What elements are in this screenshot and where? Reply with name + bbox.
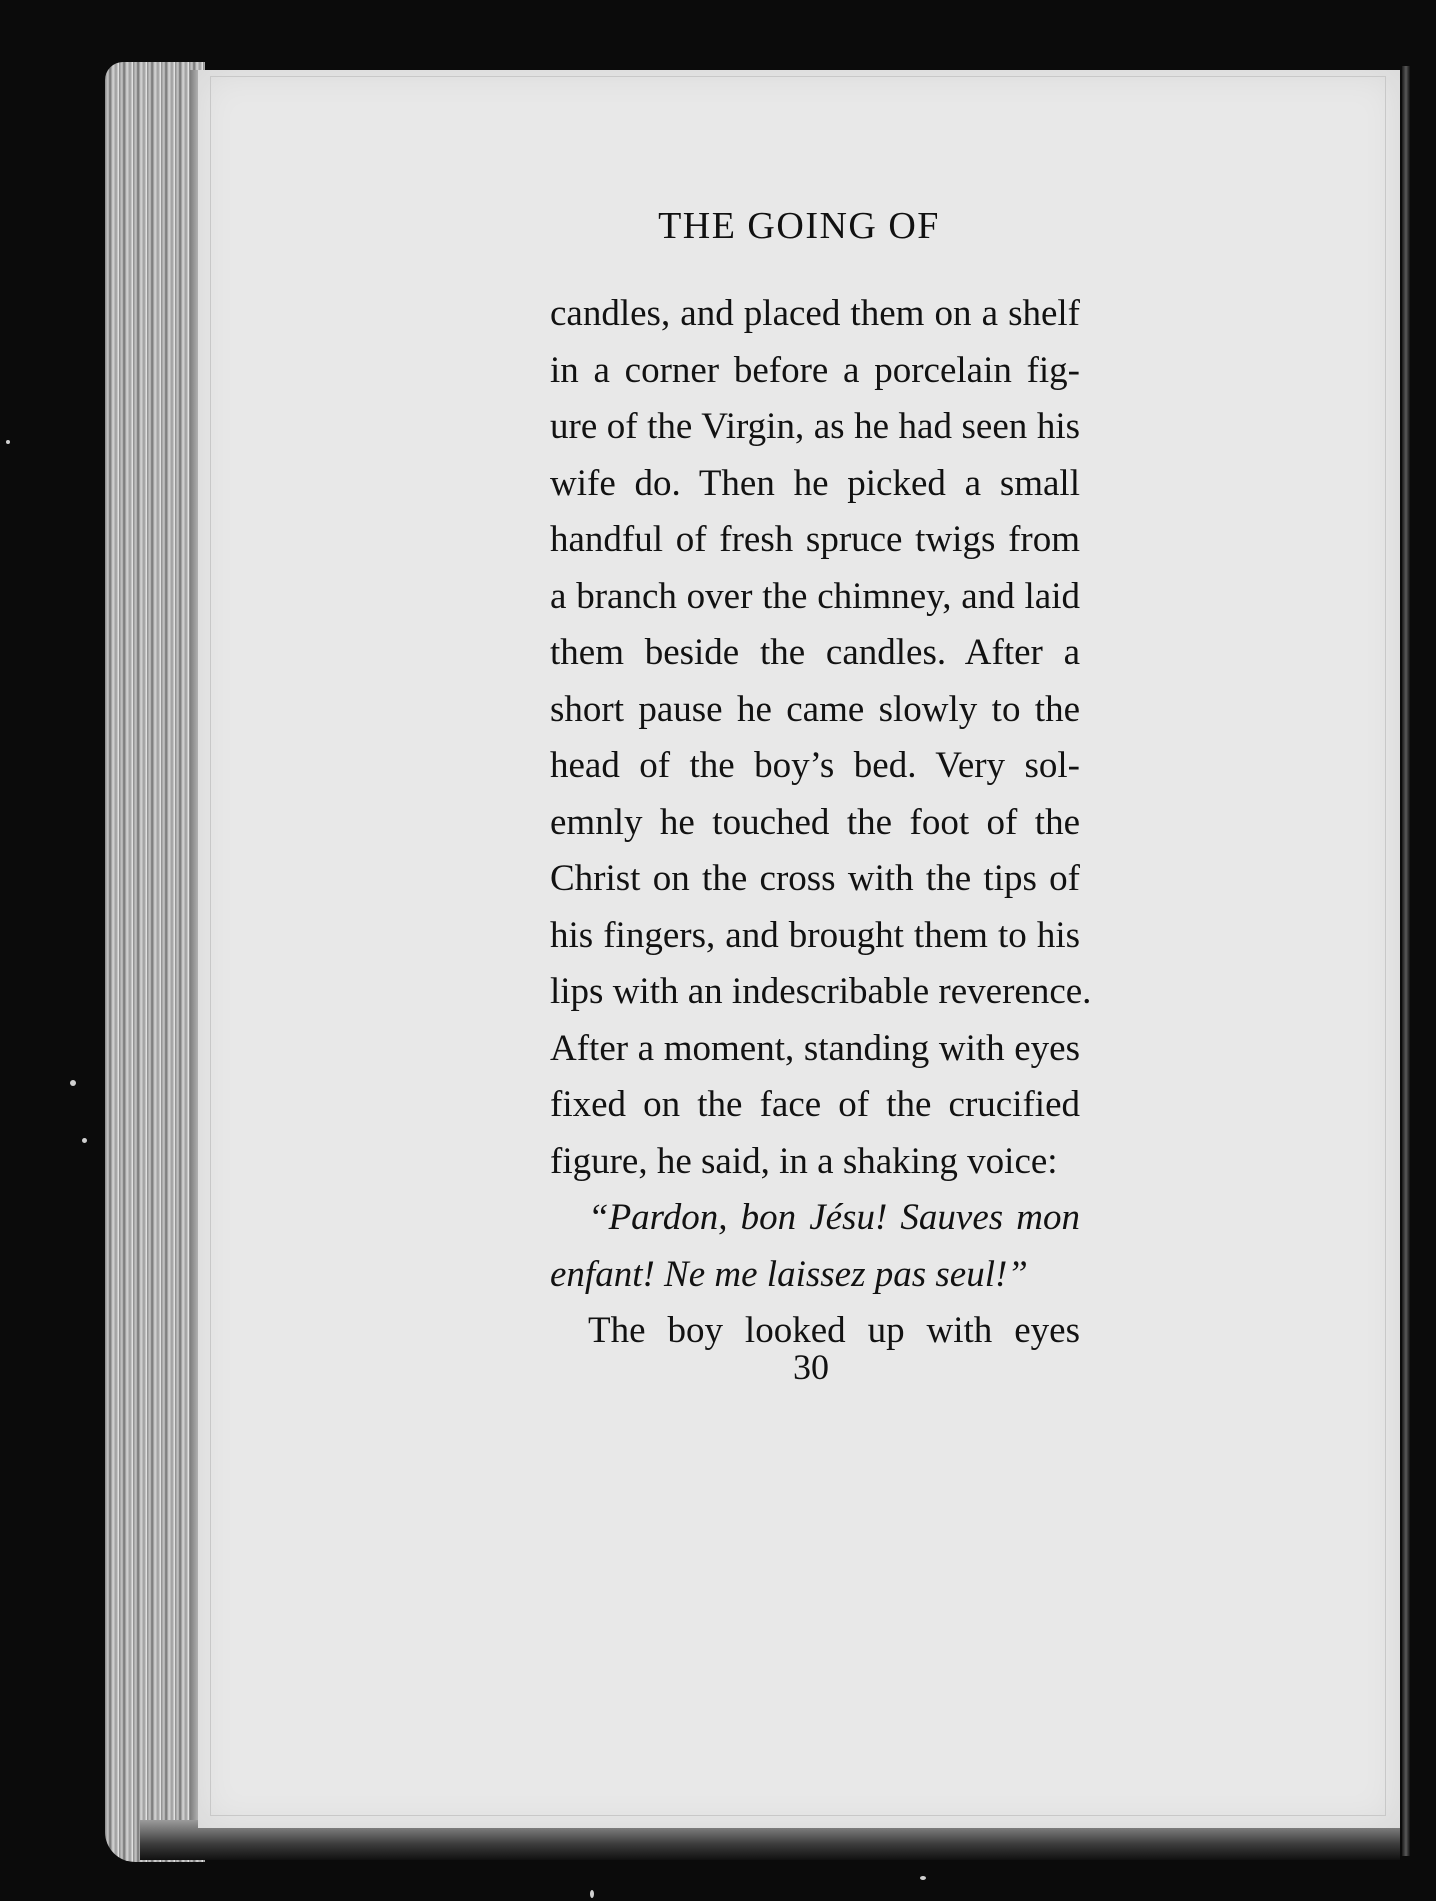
facing-page-edge (1402, 66, 1410, 1856)
scan-speck (70, 1080, 76, 1086)
scan-speck (6, 440, 10, 444)
scan-speck (590, 1890, 594, 1898)
running-head: THE GOING OF (658, 205, 940, 247)
text-line: in a corner before a porcelain fig- (550, 349, 1080, 391)
scan-speck (920, 1876, 926, 1880)
text-line: After a moment, standing with eyes (550, 1027, 1080, 1069)
text-line: figure, he said, in a shaking voice: (550, 1140, 1058, 1182)
italic-quote-line: enfant! Ne me laissez pas seul!” (550, 1253, 1028, 1295)
page-number: 30 (793, 1347, 829, 1387)
text-line: candles, and placed them on a shelf (550, 293, 1080, 334)
text-line: fixed on the face of the crucified (550, 1084, 1080, 1125)
text-line: head of the boy’s bed. Very sol- (550, 745, 1080, 786)
text-line: emnly he touched the foot of the (550, 801, 1080, 843)
scan-speck (82, 1138, 87, 1143)
italic-quote-line: “Pardon, bon Jésu! Sauves mon (588, 1197, 1080, 1238)
text-line: Christ on the cross with the tips of (550, 858, 1080, 899)
text-line: handful of fresh spruce twigs from (550, 519, 1080, 560)
body-text (550, 286, 1092, 1360)
text-line: his fingers, and brought them to his (550, 914, 1080, 956)
text-line: The boy looked up with eyes (588, 1310, 1080, 1351)
text-line: them beside the candles. After a (550, 632, 1080, 673)
text-line: a branch over the chimney, and laid (550, 575, 1080, 617)
text-line: wife do. Then he picked a small (550, 462, 1080, 504)
text-line: short pause he came slowly to the (550, 688, 1080, 730)
page (198, 70, 1400, 1828)
text-line: ure of the Virgin, as he had seen his (550, 406, 1080, 447)
text-line: lips with an indescribable reverence. (550, 971, 1092, 1012)
